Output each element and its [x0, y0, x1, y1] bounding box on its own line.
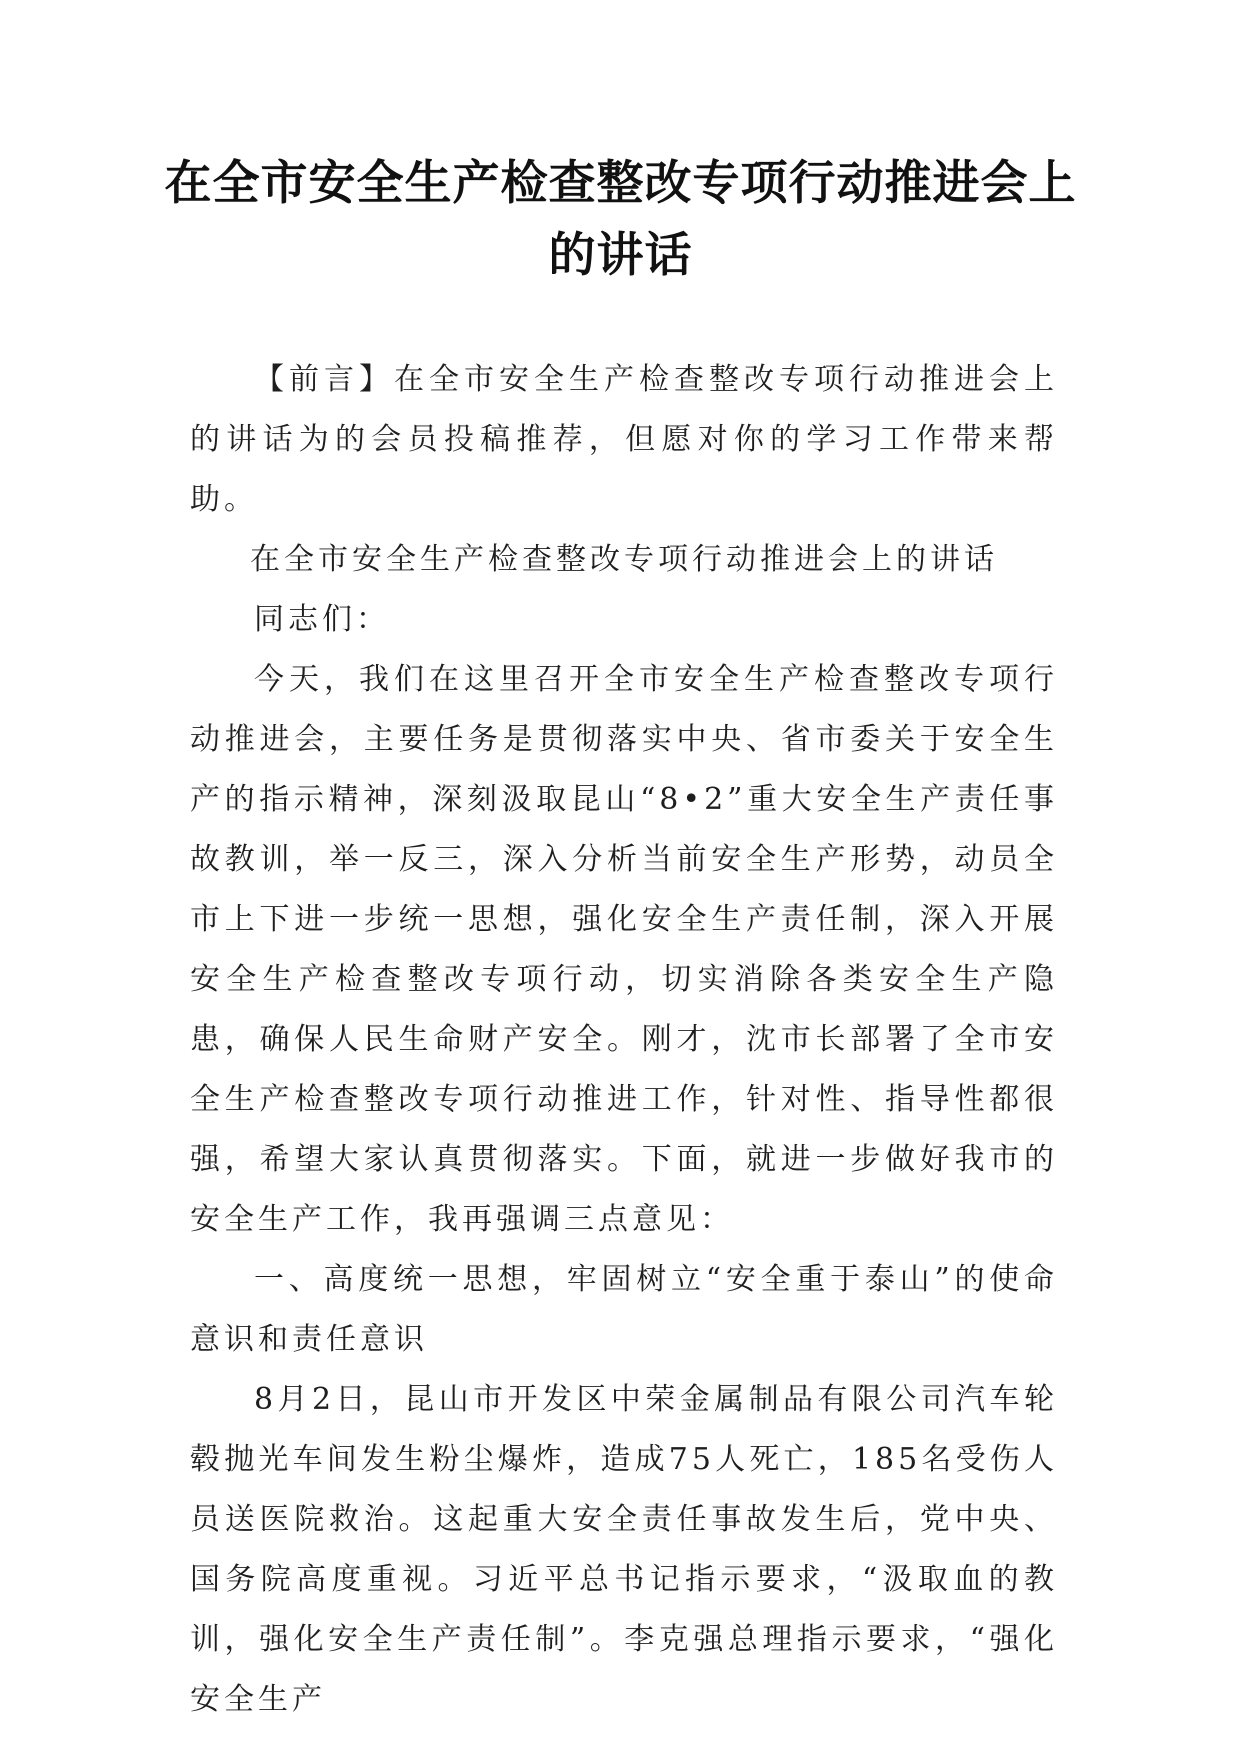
body-paragraph: 8月2日，昆山市开发区中荣金属制品有限公司汽车轮毂抛光车间发生粉尘爆炸，造成75人死亡，185名受伤人员送医院救治。这起重大安全责任事故发生后，党中央、国务院高度重视。习近平总书记指示要求，“汲取血的教训，强化安全生产责任制”。李克强总理指示要求，“强化安全生产 — [190, 1382, 1058, 1717]
preface-paragraph: 【前言】在全市安全生产检查整改专项行动推进会上的讲话为的会员投稿推荐，但愿对你的学习工作带来帮助。 — [190, 362, 1058, 517]
salutation: 同志们： — [254, 602, 390, 637]
speech-subtitle: 在全市安全生产检查整改专项行动推进会上的讲话 — [250, 542, 998, 577]
document-body — [190, 350, 1058, 1730]
section-heading: 一、高度统一思想，牢固树立“安全重于泰山”的使命意识和责任意识 — [190, 1262, 1058, 1357]
body-paragraph: 今天，我们在这里召开全市安全生产检查整改专项行动推进会，主要任务是贯彻落实中央、省市委关于安全生产的指示精神，深刻汲取昆山“8•2”重大安全生产责任事故教训，举一反三，深入分析当前安全生产形势，动员全市上下进一步统一思想，强化安全生产责任制，深入开展安全生产检查整改专项行动，切实消除各类安全生产隐患，确保人民生命财产安全。刚才，沈市长部署了全市安全生产检查整改专项行动推进工作，针对性、指导性都很强，希望大家认真贯彻落实。下面，就进一步做好我市的安全生产工作，我再强调三点意见： — [190, 662, 1058, 1237]
document-title: 在全市安全生产检查整改专项行动推进会上的讲话 — [164, 156, 1077, 283]
